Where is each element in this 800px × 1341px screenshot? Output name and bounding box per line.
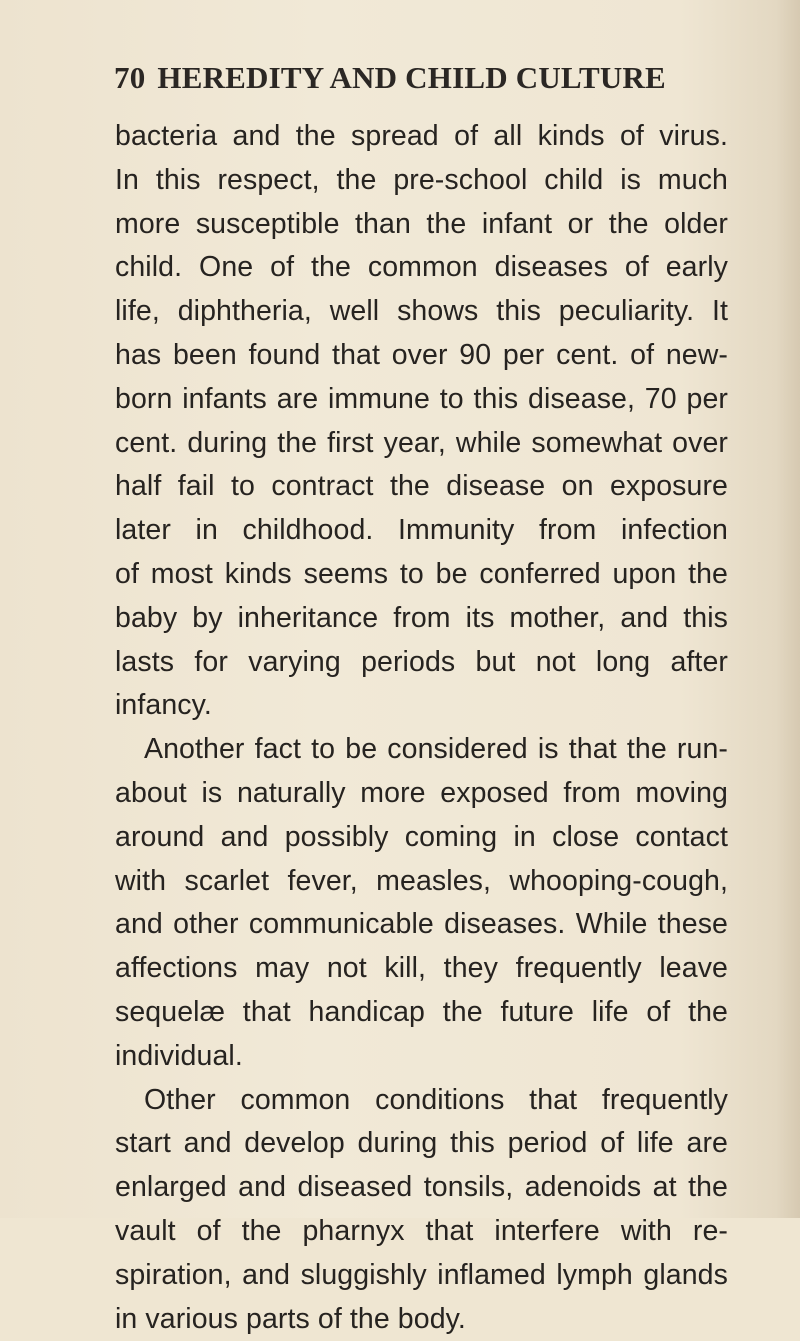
text-line: and other communicable diseases. While these [115,908,728,941]
running-title: HEREDITY AND CHILD CULTURE [157,60,666,95]
text-line: more susceptible than the infant or the older [115,207,728,240]
text-line: enlarged and diseased tonsils, adenoids at the [115,1171,728,1204]
text-line: half fail to contract the disease on exposure [115,470,728,503]
page-number: 70 [114,60,146,95]
text-line: start and develop during this period of life are [115,1127,728,1160]
text-line: of most kinds seems to be conferred upon the [115,557,728,590]
text-line: born infants are immune to this disease, 70 per [115,382,728,415]
text-line: Other common conditions that frequently [144,1083,728,1116]
text-line: has been found that over 90 per cent. of new- [115,338,728,371]
text-line: affections may not kill, they frequently leave [115,952,728,985]
text-line: cent. during the first year, while somewhat over [115,426,728,459]
text-line: child. One of the common diseases of early [115,251,728,284]
text-line: In this respect, the pre-school child is much [115,163,728,196]
text-line: around and possibly coming in close contact [115,820,728,853]
text-line: individual. [115,1039,243,1072]
text-line: baby by inheritance from its mother, and this [115,601,728,634]
text-line: bacteria and the spread of all kinds of virus. [115,120,728,152]
paragraph-2 [115,728,728,1078]
text-line: about is naturally more exposed from moving [115,776,728,809]
text-line: with scarlet fever, measles, whooping-cough, [115,864,728,897]
text-line: spiration, and sluggishly inflamed lymph glands [115,1258,728,1291]
text-line: in various parts of the body. [115,1302,466,1335]
text-line: infancy. [115,689,212,722]
text-line: Another fact to be considered is that the run- [144,733,728,766]
paragraph-1 [115,115,728,728]
text-line: life, diphtheria, well shows this peculiarity. It [115,295,728,328]
running-head [114,56,666,100]
text-line: lasts for varying periods but not long after [115,645,728,678]
body-text [115,115,728,1341]
text-line: later in childhood. Immunity from infection [115,514,728,547]
text-line: vault of the pharnyx that interfere with re- [115,1214,728,1247]
text-line: sequelæ that handicap the future life of the [115,995,728,1028]
paragraph-3 [115,1079,728,1341]
